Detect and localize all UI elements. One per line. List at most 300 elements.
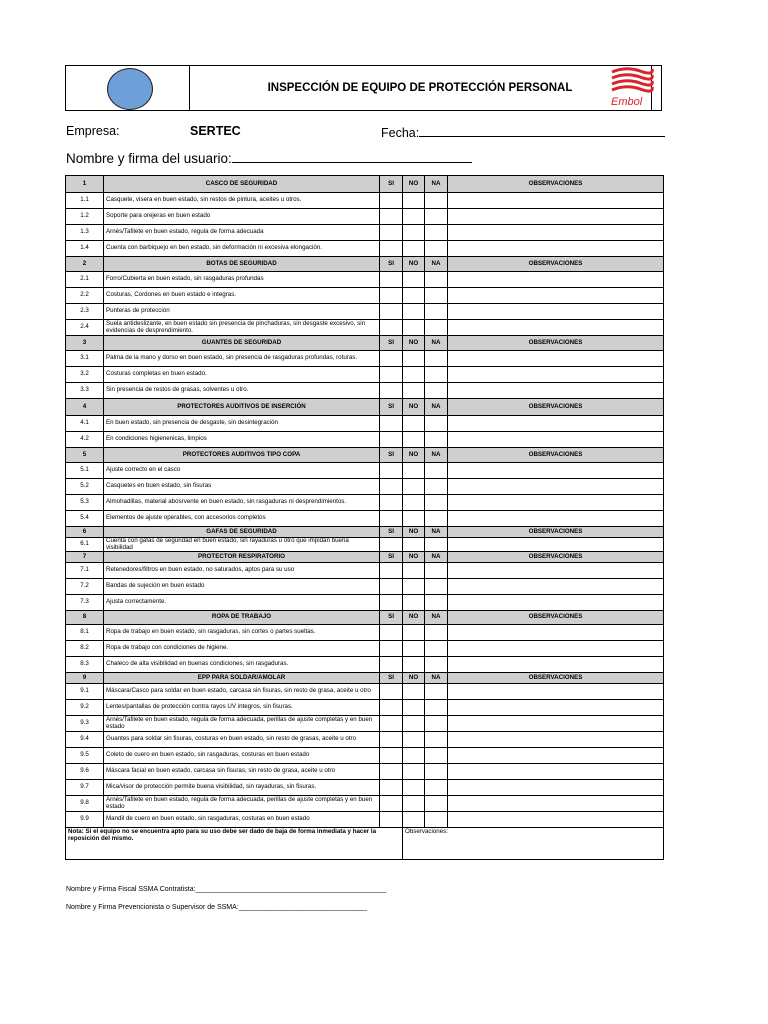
observaciones-cell[interactable]: [448, 579, 664, 595]
table-row: [66, 432, 664, 448]
col-no-header: NO: [403, 552, 425, 563]
table-row: [66, 579, 664, 595]
si-checkbox-cell[interactable]: [380, 684, 403, 700]
si-checkbox-cell[interactable]: [380, 495, 403, 511]
item-number: 9.7: [66, 780, 104, 796]
item-description: Soporte para orejeras en buen estado: [104, 209, 380, 225]
si-checkbox-cell[interactable]: [380, 320, 403, 336]
section-header-row: [66, 552, 664, 563]
si-checkbox-cell[interactable]: [380, 641, 403, 657]
usuario-label: Nombre y firma del usuario:: [66, 151, 232, 166]
table-row: [66, 272, 664, 288]
embol-logo: [606, 66, 662, 110]
si-checkbox-cell[interactable]: [380, 595, 403, 611]
na-checkbox-cell[interactable]: [425, 304, 448, 320]
item-description: Punteras de protección: [104, 304, 380, 320]
table-row: [66, 732, 664, 748]
no-checkbox-cell[interactable]: [403, 812, 425, 828]
item-number: 2.2: [66, 288, 104, 304]
si-checkbox-cell[interactable]: [380, 209, 403, 225]
item-number: 5.2: [66, 479, 104, 495]
si-checkbox-cell[interactable]: [380, 780, 403, 796]
col-no-header: NO: [403, 336, 425, 351]
table-row: [66, 684, 664, 700]
na-checkbox-cell[interactable]: [425, 351, 448, 367]
section-title: PROTECTORES AUDITIVOS DE INSERCIÓN: [104, 399, 380, 416]
na-checkbox-cell[interactable]: [425, 209, 448, 225]
no-checkbox-cell[interactable]: [403, 351, 425, 367]
na-checkbox-cell[interactable]: [425, 748, 448, 764]
item-description: Costuras, Cordones en buen estado e integras.: [104, 288, 380, 304]
item-number: 8.2: [66, 641, 104, 657]
na-checkbox-cell[interactable]: [425, 625, 448, 641]
no-checkbox-cell[interactable]: [403, 684, 425, 700]
si-checkbox-cell[interactable]: [380, 625, 403, 641]
item-number: 1.2: [66, 209, 104, 225]
na-checkbox-cell[interactable]: [425, 641, 448, 657]
observaciones-cell[interactable]: [448, 320, 664, 336]
observaciones-cell[interactable]: [448, 641, 664, 657]
na-checkbox-cell[interactable]: [425, 463, 448, 479]
table-row: [66, 796, 664, 812]
item-number: 1.4: [66, 241, 104, 257]
observaciones-cell[interactable]: [448, 511, 664, 527]
no-checkbox-cell[interactable]: [403, 416, 425, 432]
observaciones-cell[interactable]: [448, 764, 664, 780]
prevencionista-signature-line[interactable]: Nombre y Firma Prevencionista o Supervisor de SSMA:_________________________________: [66, 904, 368, 911]
item-number: 5.4: [66, 511, 104, 527]
inspection-table: [65, 175, 664, 860]
item-number: 4.2: [66, 432, 104, 448]
col-na-header: NA: [425, 448, 448, 463]
col-na-header: NA: [425, 176, 448, 193]
section-title: EPP PARA SOLDAR/AMOLAR: [104, 673, 380, 684]
observaciones-cell[interactable]: [448, 684, 664, 700]
no-checkbox-cell[interactable]: [403, 383, 425, 399]
no-checkbox-cell[interactable]: [403, 764, 425, 780]
no-checkbox-cell[interactable]: [403, 748, 425, 764]
observaciones-cell[interactable]: [448, 225, 664, 241]
item-description: Ajusta correctamente.: [104, 595, 380, 611]
observaciones-cell[interactable]: [448, 304, 664, 320]
no-checkbox-cell[interactable]: [403, 700, 425, 716]
si-checkbox-cell[interactable]: [380, 367, 403, 383]
no-checkbox-cell[interactable]: [403, 241, 425, 257]
section-title: GAFAS DE SEGURIDAD: [104, 527, 380, 538]
observaciones-cell[interactable]: [448, 272, 664, 288]
table-row: [66, 812, 664, 828]
si-checkbox-cell[interactable]: [380, 579, 403, 595]
section-header-row: [66, 399, 664, 416]
section-header-row: [66, 257, 664, 272]
table-row: [66, 304, 664, 320]
usuario-underline[interactable]: [232, 150, 472, 163]
observaciones-cell[interactable]: [448, 367, 664, 383]
table-row: [66, 383, 664, 399]
si-checkbox-cell[interactable]: [380, 538, 403, 552]
table-row: [66, 225, 664, 241]
si-checkbox-cell[interactable]: [380, 383, 403, 399]
observaciones-cell[interactable]: [448, 595, 664, 611]
si-checkbox-cell[interactable]: [380, 563, 403, 579]
item-number: 2.3: [66, 304, 104, 320]
section-title: ROPA DE TRABAJO: [104, 611, 380, 625]
item-number: 9.6: [66, 764, 104, 780]
empresa-value: SERTEC: [190, 124, 241, 138]
na-checkbox-cell[interactable]: [425, 732, 448, 748]
item-number: 2.4: [66, 320, 104, 336]
table-row: [66, 625, 664, 641]
section-header-row: [66, 611, 664, 625]
col-obs-header: OBSERVACIONES: [448, 552, 664, 563]
section-title: PROTECTORES AUDITIVOS TIPO COPA: [104, 448, 380, 463]
col-si-header: SI: [380, 399, 403, 416]
item-description: Lentes/pantallas de protección contra rayos UV integros, sin fisuras.: [104, 700, 380, 716]
no-checkbox-cell[interactable]: [403, 209, 425, 225]
section-number: 8: [66, 611, 104, 625]
col-no-header: NO: [403, 673, 425, 684]
col-na-header: NA: [425, 336, 448, 351]
no-checkbox-cell[interactable]: [403, 463, 425, 479]
observaciones-cell[interactable]: [448, 732, 664, 748]
nota-text: Nota: Si el equipo no se encuentra apto para su uso debe ser dado de baja de forma inmediata y hacer la reposición del mismo.: [66, 828, 403, 860]
item-number: 9.1: [66, 684, 104, 700]
no-checkbox-cell[interactable]: [403, 625, 425, 641]
form-title: INSPECCIÓN DE EQUIPO DE PROTECCIÓN PERSONAL: [189, 66, 652, 110]
item-description: Máscara facial en buen estado, carcasa sin fisuras, sin resto de grasa, aceite u otro: [104, 764, 380, 780]
table-row: [66, 700, 664, 716]
item-number: 8.1: [66, 625, 104, 641]
item-number: 1.1: [66, 193, 104, 209]
table-row: [66, 538, 664, 552]
si-checkbox-cell[interactable]: [380, 193, 403, 209]
no-checkbox-cell[interactable]: [403, 563, 425, 579]
table-row: [66, 416, 664, 432]
col-si-header: SI: [380, 257, 403, 272]
na-checkbox-cell[interactable]: [425, 479, 448, 495]
item-description: Forro/Cubierta en buen estado, sin rasgaduras profundas: [104, 272, 380, 288]
section-title: BOTAS DE SEGURIDAD: [104, 257, 380, 272]
no-checkbox-cell[interactable]: [403, 595, 425, 611]
section-number: 1: [66, 176, 104, 193]
item-number: 4.1: [66, 416, 104, 432]
no-checkbox-cell[interactable]: [403, 641, 425, 657]
observaciones-cell[interactable]: [448, 812, 664, 828]
section-header-row: [66, 673, 664, 684]
item-description: Costuras completas en buen estado.: [104, 367, 380, 383]
item-description: Ropa de trabajo con condiciones de higiene.: [104, 641, 380, 657]
item-number: 9.2: [66, 700, 104, 716]
si-checkbox-cell[interactable]: [380, 748, 403, 764]
item-number: 5.1: [66, 463, 104, 479]
na-checkbox-cell[interactable]: [425, 812, 448, 828]
section-number: 9: [66, 673, 104, 684]
si-checkbox-cell[interactable]: [380, 796, 403, 812]
item-description: Arnés/Tafilete en buen estado, regula de forma adecuada, perillas de ajuste completas y en buen estado: [104, 796, 380, 812]
observaciones-cell[interactable]: [448, 241, 664, 257]
col-si-header: SI: [380, 611, 403, 625]
na-checkbox-cell[interactable]: [425, 432, 448, 448]
na-checkbox-cell[interactable]: [425, 495, 448, 511]
observaciones-cell[interactable]: [448, 288, 664, 304]
observaciones-cell[interactable]: [448, 351, 664, 367]
na-checkbox-cell[interactable]: [425, 511, 448, 527]
item-description: En condiciones higienenicas, limpios: [104, 432, 380, 448]
observaciones-cell[interactable]: [448, 657, 664, 673]
section-header-row: [66, 176, 664, 193]
si-checkbox-cell[interactable]: [380, 764, 403, 780]
observaciones-cell[interactable]: [448, 748, 664, 764]
table-row: [66, 563, 664, 579]
item-number: 5.3: [66, 495, 104, 511]
item-number: 9.9: [66, 812, 104, 828]
observaciones-cell[interactable]: [448, 796, 664, 812]
observaciones-cell[interactable]: [448, 416, 664, 432]
col-no-header: NO: [403, 399, 425, 416]
na-checkbox-cell[interactable]: [425, 538, 448, 552]
empresa-label: Empresa:: [66, 124, 120, 138]
item-number: 8.3: [66, 657, 104, 673]
usuario-field[interactable]: [66, 150, 472, 166]
item-description: Mica/visor de protección permite buena visibilidad, sin rayaduras, sin fisuras.: [104, 780, 380, 796]
no-checkbox-cell[interactable]: [403, 579, 425, 595]
no-checkbox-cell[interactable]: [403, 716, 425, 732]
item-description: Arnés/Tafilete en buen estado, regula de forma adecuada, perillas de ajuste completas y en buen estado: [104, 716, 380, 732]
no-checkbox-cell[interactable]: [403, 495, 425, 511]
na-checkbox-cell[interactable]: [425, 320, 448, 336]
form-header: [65, 65, 662, 111]
observaciones-general[interactable]: Observaciones:: [403, 828, 664, 860]
fiscal-signature-line[interactable]: Nombre y Firma Fiscal SSMA Contratista:_________________________________________________: [66, 886, 387, 893]
col-obs-header: OBSERVACIONES: [448, 448, 664, 463]
na-checkbox-cell[interactable]: [425, 764, 448, 780]
item-description: Cuenta con barbiquejo en ben estado, sin deformación ni excesiva elongación.: [104, 241, 380, 257]
col-si-header: SI: [380, 448, 403, 463]
na-checkbox-cell[interactable]: [425, 700, 448, 716]
item-number: 6.1: [66, 538, 104, 552]
na-checkbox-cell[interactable]: [425, 595, 448, 611]
col-obs-header: OBSERVACIONES: [448, 336, 664, 351]
section-number: 2: [66, 257, 104, 272]
section-title: GUANTES DE SEGURIDAD: [104, 336, 380, 351]
na-checkbox-cell[interactable]: [425, 288, 448, 304]
si-checkbox-cell[interactable]: [380, 700, 403, 716]
table-row: [66, 495, 664, 511]
col-no-header: NO: [403, 448, 425, 463]
section-title: PROTECTOR RESPIRATORIO: [104, 552, 380, 563]
item-description: Retenedores/filtros en buen estado, no saturados, aptos para su uso: [104, 563, 380, 579]
section-number: 4: [66, 399, 104, 416]
note-row: [66, 828, 664, 860]
col-obs-header: OBSERVACIONES: [448, 527, 664, 538]
observaciones-cell[interactable]: [448, 700, 664, 716]
item-number: 9.4: [66, 732, 104, 748]
observaciones-cell[interactable]: [448, 495, 664, 511]
na-checkbox-cell[interactable]: [425, 272, 448, 288]
si-checkbox-cell[interactable]: [380, 716, 403, 732]
no-checkbox-cell[interactable]: [403, 432, 425, 448]
col-si-header: SI: [380, 176, 403, 193]
si-checkbox-cell[interactable]: [380, 657, 403, 673]
item-description: Suela antideslizante, en buen estado sin presencia de pinchaduras, sin desgaste excesivo, sin evidencias de desprendimiento.: [104, 320, 380, 336]
table-row: [66, 764, 664, 780]
table-row: [66, 595, 664, 611]
table-row: [66, 241, 664, 257]
observaciones-cell[interactable]: [448, 716, 664, 732]
col-si-header: SI: [380, 552, 403, 563]
item-number: 3.1: [66, 351, 104, 367]
na-checkbox-cell[interactable]: [425, 796, 448, 812]
observaciones-cell[interactable]: [448, 463, 664, 479]
no-checkbox-cell[interactable]: [403, 272, 425, 288]
si-checkbox-cell[interactable]: [380, 416, 403, 432]
item-description: En buen estado, sin presencia de desgaste, sin desintegración: [104, 416, 380, 432]
observaciones-cell[interactable]: [448, 209, 664, 225]
company-logo-cell: [66, 66, 190, 110]
table-row: [66, 716, 664, 732]
no-checkbox-cell[interactable]: [403, 288, 425, 304]
section-title: CASCO DE SEGURIDAD: [104, 176, 380, 193]
si-checkbox-cell[interactable]: [380, 511, 403, 527]
si-checkbox-cell[interactable]: [380, 479, 403, 495]
si-checkbox-cell[interactable]: [380, 432, 403, 448]
na-checkbox-cell[interactable]: [425, 225, 448, 241]
item-description: Elementos de ajuste operables, con accesorios completos: [104, 511, 380, 527]
section-header-row: [66, 336, 664, 351]
item-number: 2.1: [66, 272, 104, 288]
table-row: [66, 209, 664, 225]
observaciones-cell[interactable]: [448, 383, 664, 399]
na-checkbox-cell[interactable]: [425, 657, 448, 673]
si-checkbox-cell[interactable]: [380, 463, 403, 479]
observaciones-cell[interactable]: [448, 193, 664, 209]
item-number: 1.3: [66, 225, 104, 241]
item-description: Arnés/Tafilete en buen estado, regula de forma adecuada: [104, 225, 380, 241]
na-checkbox-cell[interactable]: [425, 383, 448, 399]
no-checkbox-cell[interactable]: [403, 225, 425, 241]
observaciones-cell[interactable]: [448, 479, 664, 495]
table-row: [66, 320, 664, 336]
no-checkbox-cell[interactable]: [403, 780, 425, 796]
no-checkbox-cell[interactable]: [403, 511, 425, 527]
item-description: Ropa de trabajo en buen estado, sin rasgaduras, sin cortes o partes sueltas.: [104, 625, 380, 641]
na-checkbox-cell[interactable]: [425, 193, 448, 209]
col-obs-header: OBSERVACIONES: [448, 257, 664, 272]
na-checkbox-cell[interactable]: [425, 241, 448, 257]
item-description: Bandas de sujeción en buen estado: [104, 579, 380, 595]
na-checkbox-cell[interactable]: [425, 579, 448, 595]
section-number: 7: [66, 552, 104, 563]
si-checkbox-cell[interactable]: [380, 732, 403, 748]
no-checkbox-cell[interactable]: [403, 193, 425, 209]
col-na-header: NA: [425, 673, 448, 684]
table-row: [66, 351, 664, 367]
item-number: 9.8: [66, 796, 104, 812]
embol-waves-icon: [606, 66, 658, 96]
col-no-header: NO: [403, 527, 425, 538]
blue-circle-logo: [107, 68, 153, 110]
fecha-underline[interactable]: [419, 124, 665, 137]
section-header-row: [66, 448, 664, 463]
col-na-header: NA: [425, 611, 448, 625]
section-number: 5: [66, 448, 104, 463]
no-checkbox-cell[interactable]: [403, 304, 425, 320]
col-na-header: NA: [425, 399, 448, 416]
item-description: Mandil de cuero en buen estado, sin rasgaduras, costuras en buen estado: [104, 812, 380, 828]
table-row: [66, 748, 664, 764]
item-description: Palma de la mano y dorso en buen estado, sin presencia de rasgaduras profundas, roturas.: [104, 351, 380, 367]
na-checkbox-cell[interactable]: [425, 416, 448, 432]
col-na-header: NA: [425, 257, 448, 272]
na-checkbox-cell[interactable]: [425, 780, 448, 796]
no-checkbox-cell[interactable]: [403, 320, 425, 336]
col-no-header: NO: [403, 611, 425, 625]
col-obs-header: OBSERVACIONES: [448, 399, 664, 416]
si-checkbox-cell[interactable]: [380, 351, 403, 367]
item-description: Coleto de cuero en buen estado, sin rasgaduras, costuras en buen estado: [104, 748, 380, 764]
no-checkbox-cell[interactable]: [403, 367, 425, 383]
na-checkbox-cell[interactable]: [425, 367, 448, 383]
table-row: [66, 367, 664, 383]
item-description: Cuenta con gafas de seguridad en buen estado, sin rayaduras u otro que impidan buena visibilidad: [104, 538, 380, 552]
item-description: Máscara/Casco para soldar en buen estado, carcasa sin fisuras, sin resto de grasa, aceite u otro: [104, 684, 380, 700]
col-no-header: NO: [403, 176, 425, 193]
si-checkbox-cell[interactable]: [380, 812, 403, 828]
si-checkbox-cell[interactable]: [380, 304, 403, 320]
si-checkbox-cell[interactable]: [380, 225, 403, 241]
no-checkbox-cell[interactable]: [403, 479, 425, 495]
na-checkbox-cell[interactable]: [425, 563, 448, 579]
no-checkbox-cell[interactable]: [403, 657, 425, 673]
si-checkbox-cell[interactable]: [380, 272, 403, 288]
item-description: Sin presencia de restos de grasas, solventes u otro.: [104, 383, 380, 399]
embol-wordmark: Embol: [611, 96, 643, 108]
si-checkbox-cell[interactable]: [380, 288, 403, 304]
item-number: 7.3: [66, 595, 104, 611]
col-obs-header: OBSERVACIONES: [448, 611, 664, 625]
col-na-header: NA: [425, 527, 448, 538]
observaciones-cell[interactable]: [448, 563, 664, 579]
na-checkbox-cell[interactable]: [425, 716, 448, 732]
col-no-header: NO: [403, 257, 425, 272]
observaciones-cell[interactable]: [448, 780, 664, 796]
observaciones-cell[interactable]: [448, 625, 664, 641]
item-number: 7.2: [66, 579, 104, 595]
observaciones-cell[interactable]: [448, 432, 664, 448]
section-header-row: [66, 527, 664, 538]
col-obs-header: OBSERVACIONES: [448, 176, 664, 193]
na-checkbox-cell[interactable]: [425, 684, 448, 700]
observaciones-cell[interactable]: [448, 538, 664, 552]
section-number: 3: [66, 336, 104, 351]
no-checkbox-cell[interactable]: [403, 732, 425, 748]
table-row: [66, 479, 664, 495]
table-row: [66, 657, 664, 673]
table-row: [66, 463, 664, 479]
item-description: Chaleco de alta visibilidad en buenas condiciones, sin rasgaduras.: [104, 657, 380, 673]
col-obs-header: OBSERVACIONES: [448, 673, 664, 684]
col-si-header: SI: [380, 336, 403, 351]
no-checkbox-cell[interactable]: [403, 538, 425, 552]
no-checkbox-cell[interactable]: [403, 796, 425, 812]
table-row: [66, 780, 664, 796]
fecha-field[interactable]: [381, 124, 665, 140]
item-number: 3.3: [66, 383, 104, 399]
si-checkbox-cell[interactable]: [380, 241, 403, 257]
item-number: 9.3: [66, 716, 104, 732]
table-row: [66, 288, 664, 304]
item-number: 3.2: [66, 367, 104, 383]
